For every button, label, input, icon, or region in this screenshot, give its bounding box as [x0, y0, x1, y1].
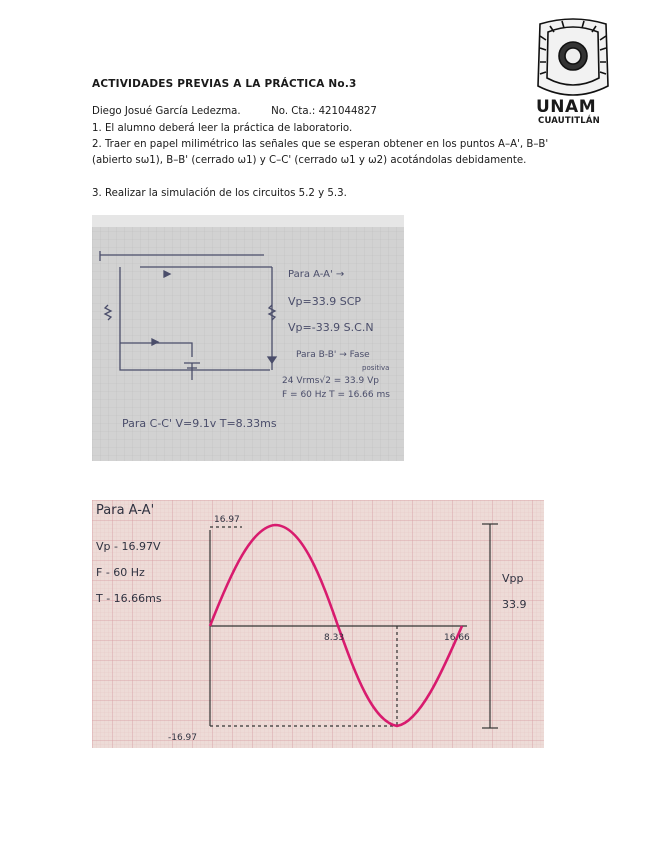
item-1: 1. El alumno deberá leer la práctica de laboratorio.	[92, 123, 353, 134]
graph-period: T - 16.66ms	[96, 592, 162, 605]
notes-line-7: Para C-C' V=9.1v T=8.33ms	[122, 417, 277, 430]
notes-line-2: Vp=33.9 SCP	[288, 295, 362, 308]
notes-line-3: Vp=-33.9 S.C.N	[288, 321, 374, 334]
account-number: No. Cta.: 421044827	[271, 106, 377, 117]
logo-wordmark: UNAM	[536, 97, 597, 117]
item-3: 3. Realizar la simulación de los circuitos 5.2 y 5.3.	[92, 188, 347, 199]
author-name: Diego Josué García Ledezma.	[92, 106, 241, 117]
graph-vpp-label: Vpp	[502, 572, 524, 585]
graph-frequency: F - 60 Hz	[96, 566, 145, 579]
graph-mid-label: 8.33	[324, 633, 345, 643]
graph-vpp-value: 33.9	[502, 598, 527, 611]
waveform-graph-photo	[92, 500, 544, 748]
graph-trough-label: -16.97	[168, 733, 198, 743]
graph-peak-label: 16.97	[214, 515, 240, 525]
circuit-notes-photo	[92, 215, 404, 461]
document-heading: ACTIVIDADES PREVIAS A LA PRÁCTICA No.3	[92, 78, 357, 90]
item-2: 2. Traer en papel milimétrico las señales que se esperan obtener en los puntos A–A', B–B' (abierto sω1), B–B' (cerrado ω1) y C–C' (cerrado ω1 y ω2) acotándolas debidamente.	[92, 139, 549, 166]
logo-campus: CUAUTITLÁN	[538, 116, 600, 126]
notes-line-4b: positiva	[362, 364, 390, 372]
notes-line-4: Para B-B' → Fase	[296, 350, 370, 360]
notes-line-5: 24 Vrms√2 = 33.9 Vp	[282, 376, 379, 386]
graph-title: Para A-A'	[96, 503, 155, 518]
graph-end-label: 16.66	[444, 633, 470, 643]
graph-vp: Vp - 16.97V	[96, 540, 161, 553]
notes-line-1: Para A-A' →	[288, 269, 345, 280]
notes-line-6: F = 60 Hz T = 16.66 ms	[282, 390, 390, 400]
author-line	[92, 104, 377, 119]
